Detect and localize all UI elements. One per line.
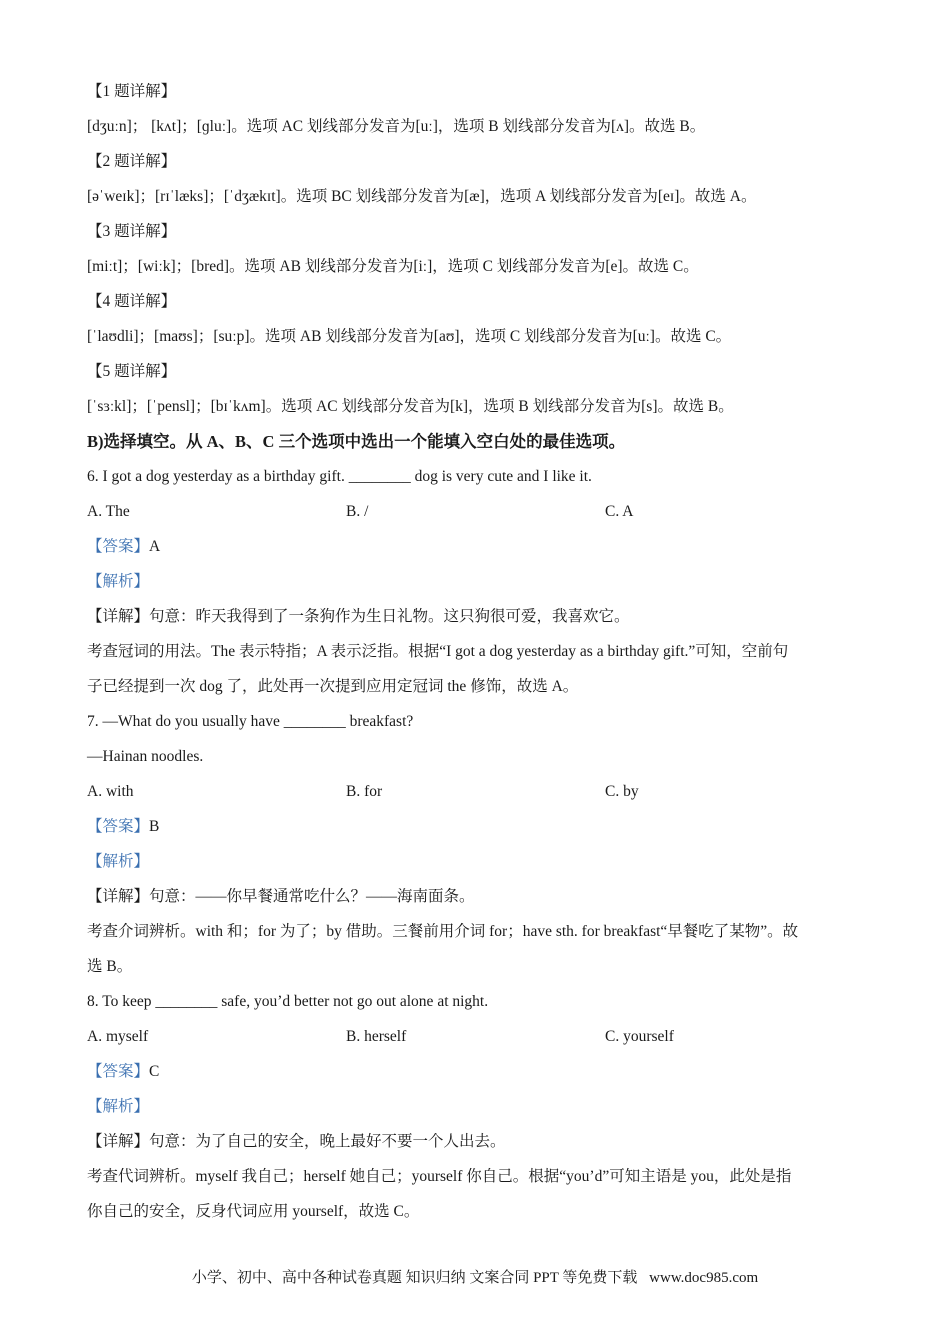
- option-c: C. yourself: [605, 1028, 674, 1045]
- option-b: B. herself: [346, 1028, 407, 1045]
- detail-label: 【详解】: [87, 608, 150, 625]
- detail-line: [87, 1124, 867, 1159]
- analysis-label: 【解析】: [87, 853, 150, 870]
- option-c: C. by: [605, 783, 639, 800]
- question-stem: 8. To keep ________ safe, you’d better not go out alone at night.: [87, 993, 489, 1010]
- question-stem: 7. —What do you usually have ________ breakfast?: [87, 713, 414, 730]
- option-a: A. myself: [87, 1028, 149, 1045]
- question-stem-reply: —Hainan noodles.: [87, 748, 204, 765]
- detail-label: 【详解】: [87, 888, 150, 905]
- answer-label: 【答案】: [87, 818, 150, 835]
- document-page: [87, 74, 867, 1229]
- question-options: [87, 774, 867, 809]
- question-stem: 6. I got a dog yesterday as a birthday gift. ________ dog is very cute and I like it.: [87, 468, 592, 485]
- answer-line: [87, 1054, 867, 1089]
- footer-text: 小学、初中、高中各种试卷真题 知识归纳 文案合同 PPT 等免费下载: [191, 1270, 638, 1286]
- detail-2-title: 【2 题详解】: [87, 153, 177, 170]
- answer-line: [87, 529, 867, 564]
- answer-value: B: [149, 818, 160, 835]
- option-b: B. for: [346, 783, 383, 800]
- detail-3-text: [miːt]；[wiːk]；[bred]。选项 AB 划线部分发音为[iː]，选项 C 划线部分发音为[e]。故选 C。: [87, 258, 699, 275]
- question-options: [87, 494, 867, 529]
- detail-2-text: [əˈweɪk]；[rɪˈlæks]；[ˈdʒækɪt]。选项 BC 划线部分发音为[æ]，选项 A 划线部分发音为[eɪ]。故选 A。: [87, 188, 757, 205]
- explanation-line-1: 考查介词辨析。with 和；for 为了；by 借助。三餐前用介词 for；have sth. for breakfast“早餐吃了某物”。故: [87, 923, 799, 940]
- answer-value: A: [149, 538, 161, 555]
- detail-3-title: 【3 题详解】: [87, 223, 177, 240]
- footer-url[interactable]: www.doc985.com: [649, 1270, 759, 1286]
- question-options: [87, 1019, 867, 1054]
- analysis-label: 【解析】: [87, 573, 150, 590]
- detail-text: 句意：为了自己的安全，晚上最好不要一个人出去。: [149, 1133, 506, 1150]
- section-b-heading: B)选择填空。从 A、B、C 三个选项中选出一个能填入空白处的最佳选项。: [87, 432, 626, 451]
- detail-line: [87, 879, 867, 914]
- detail-1-title: 【1 题详解】: [87, 83, 177, 100]
- explanation-line-2: 你自己的安全，反身代词应用 yourself，故选 C。: [87, 1203, 420, 1220]
- option-a: A. with: [87, 783, 134, 800]
- explanation-line-1: 考查冠词的用法。The 表示特指；A 表示泛指。根据“I got a dog yesterday as a birthday gift.”可知，空前句: [87, 643, 789, 660]
- option-c: C. A: [605, 503, 634, 520]
- detail-line: [87, 599, 867, 634]
- detail-4-title: 【4 题详解】: [87, 293, 177, 310]
- page-footer: [0, 1266, 950, 1287]
- option-a: A. The: [87, 503, 130, 520]
- answer-value: C: [149, 1063, 160, 1080]
- answer-line: [87, 809, 867, 844]
- option-b: B. /: [346, 503, 369, 520]
- explanation-line-2: 选 B。: [87, 958, 133, 975]
- detail-1-text: [dʒuːn]； [kʌt]；[ɡluː]。选项 AC 划线部分发音为[uː]，选项 B 划线部分发音为[ʌ]。故选 B。: [87, 118, 706, 135]
- detail-text: 句意：昨天我得到了一条狗作为生日礼物。这只狗很可爱，我喜欢它。: [149, 608, 630, 625]
- detail-4-text: [ˈlaʊdli]；[maʊs]；[suːp]。选项 AB 划线部分发音为[aʊ]，选项 C 划线部分发音为[uː]。故选 C。: [87, 328, 732, 345]
- detail-label: 【详解】: [87, 1133, 150, 1150]
- explanation-line-2: 子已经提到一次 dog 了，此处再一次提到应用定冠词 the 修饰，故选 A。: [87, 678, 579, 695]
- detail-5-title: 【5 题详解】: [87, 363, 177, 380]
- explanation-line-1: 考查代词辨析。myself 我自己；herself 她自己；yourself 你自己。根据“you’d”可知主语是 you，此处是指: [87, 1168, 792, 1185]
- answer-label: 【答案】: [87, 1063, 150, 1080]
- detail-5-text: [ˈsɜːkl]；[ˈpensl]；[bɪˈkʌm]。选项 AC 划线部分发音为[k]，选项 B 划线部分发音为[s]。故选 B。: [87, 398, 734, 415]
- analysis-label: 【解析】: [87, 1098, 150, 1115]
- answer-label: 【答案】: [87, 538, 150, 555]
- detail-text: 句意：——你早餐通常吃什么？——海南面条。: [149, 888, 475, 905]
